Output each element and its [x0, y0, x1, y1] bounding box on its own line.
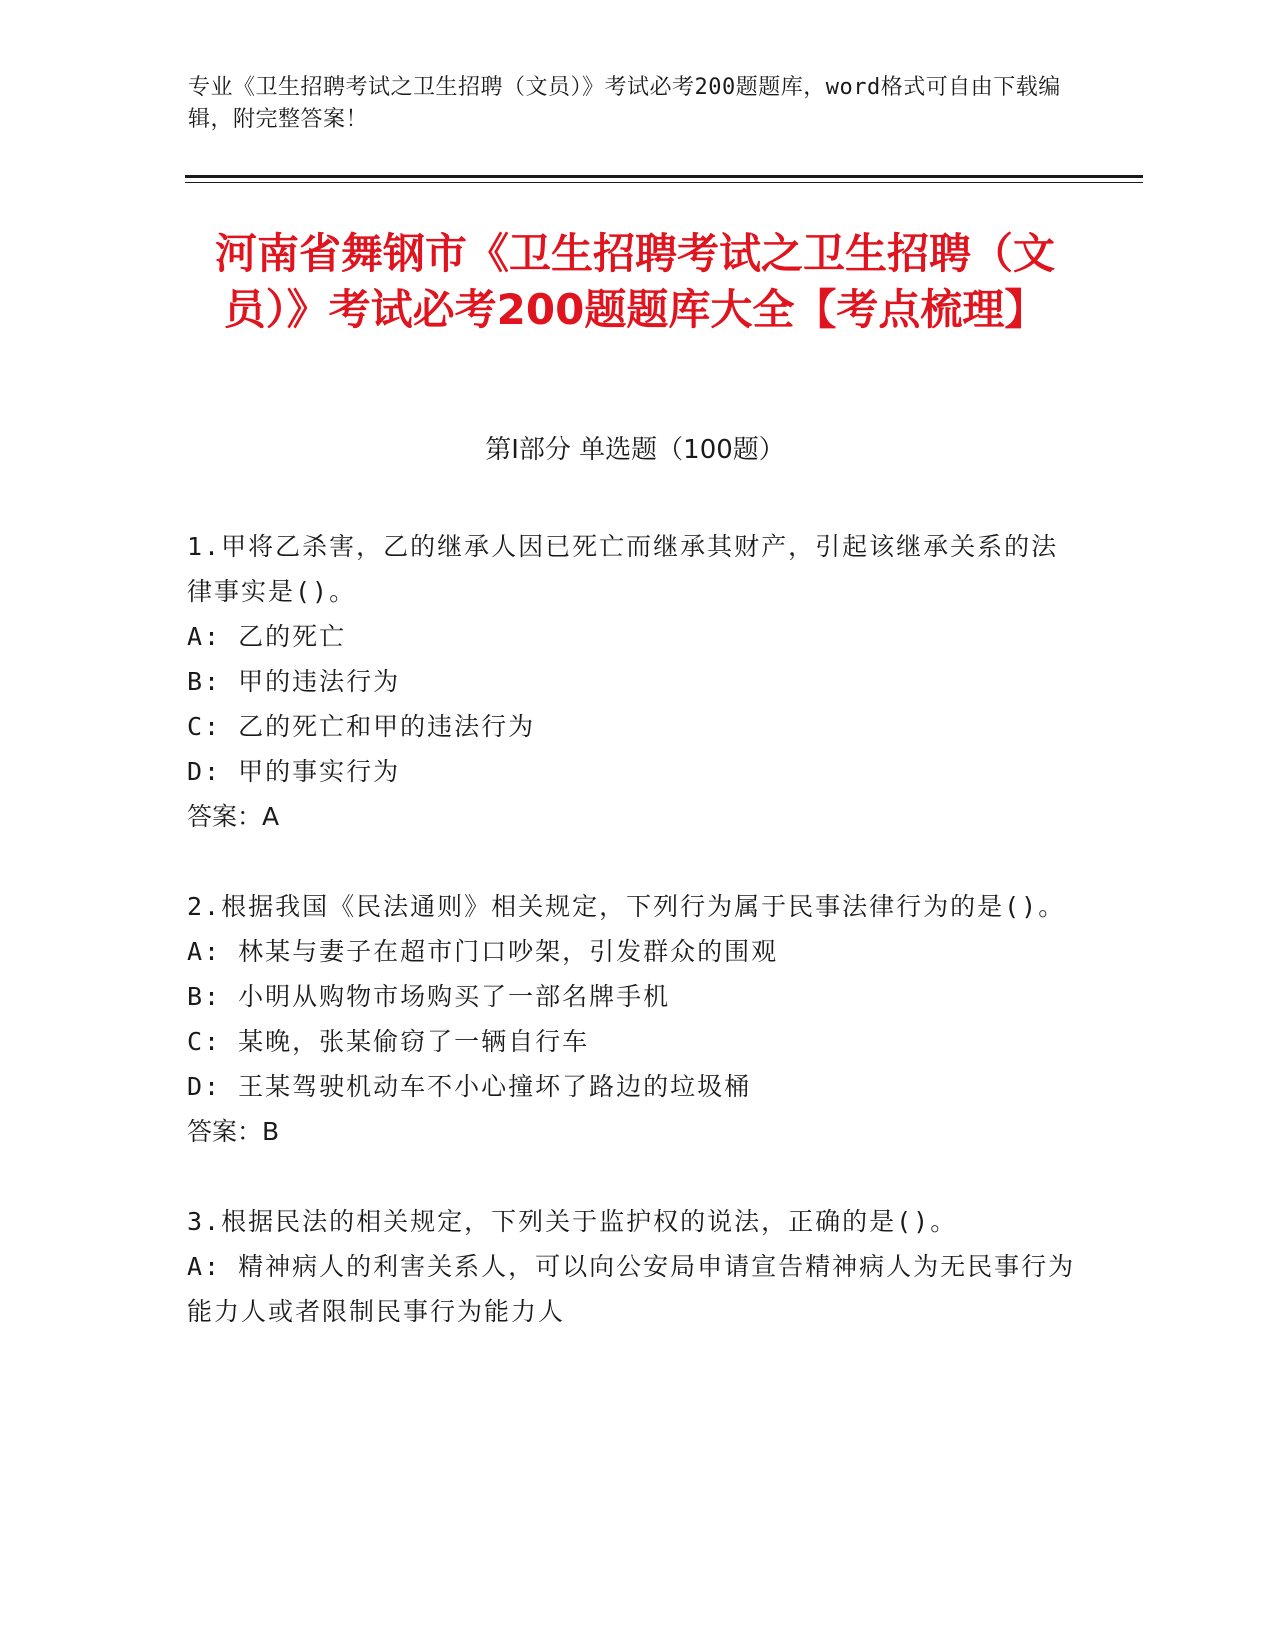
question-stem: 2.根据我国《民法通则》相关规定，下列行为属于民事法律行为的是()。 [187, 892, 1066, 921]
option-d: D: 甲的事实行为 [187, 757, 401, 786]
question-stem: 3.根据民法的相关规定，下列关于监护权的说法，正确的是()。 [187, 1207, 958, 1236]
header-rule-thick [185, 175, 1143, 178]
header-note: 专业《卫生招聘考试之卫生招聘（文员）》考试必考200题题库，word格式可自由下载编辑，附完整答案！ [188, 75, 1061, 132]
option-a: A: 林某与妻子在超市门口吵架，引发群众的围观 [187, 937, 779, 966]
option-b: B: 甲的违法行为 [187, 667, 401, 696]
option-c: C: 乙的死亡和甲的违法行为 [187, 712, 536, 741]
question-3 [187, 1199, 1077, 1334]
answer-line: 答案：B [187, 1117, 280, 1146]
question-list [187, 524, 1077, 1379]
option-c: C: 某晚，张某偷窃了一辆自行车 [187, 1027, 590, 1056]
option-b: B: 小明从购物市场购买了一部名牌手机 [187, 982, 671, 1011]
document-title: 河南省舞钢市《卫生招聘考试之卫生招聘（文员）》考试必考200题题库大全【考点梳理】 [214, 229, 1055, 334]
question-2 [187, 884, 1077, 1154]
question-1 [187, 524, 1077, 839]
option-a: A: 乙的死亡 [187, 622, 347, 651]
section-heading: 第Ⅰ部分 单选题（100题） [485, 435, 785, 465]
question-stem: 1.甲将乙杀害，乙的继承人因已死亡而继承其财产，引起该继承关系的法律事实是()。 [187, 532, 1059, 606]
option-a: A: 精神病人的利害关系人，可以向公安局申请宣告精神病人为无民事行为能力人或者限制民事行为能力人 [187, 1252, 1076, 1326]
header-rule-thin [185, 182, 1143, 183]
option-d: D: 王某驾驶机动车不小心撞坏了路边的垃圾桶 [187, 1072, 752, 1101]
answer-line: 答案：A [187, 802, 280, 831]
